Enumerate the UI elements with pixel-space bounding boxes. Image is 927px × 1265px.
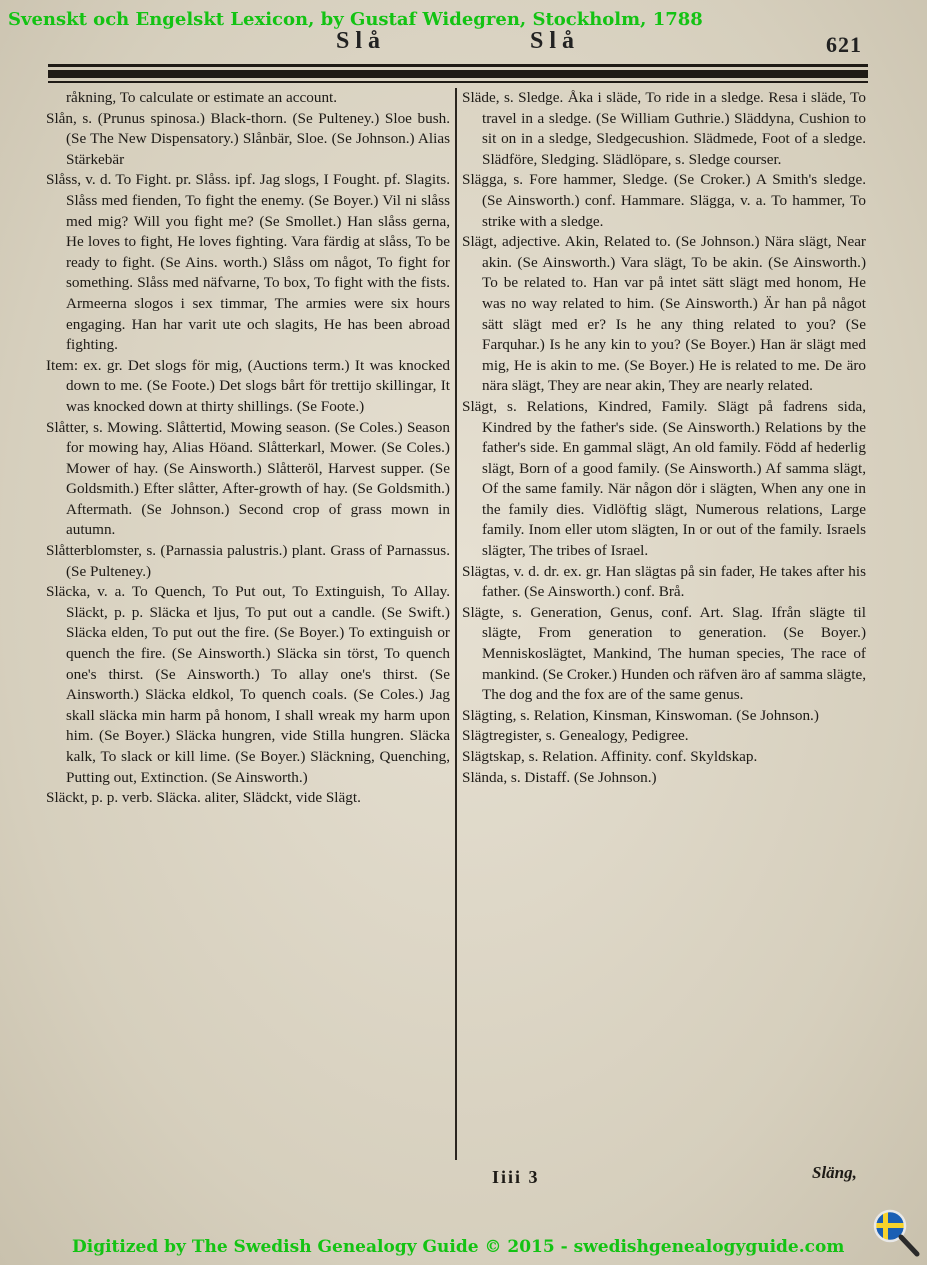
- dictionary-entry: Slägtregister, s. Genealogy, Pedigree.: [462, 727, 689, 745]
- header-rule-thin: [48, 64, 868, 67]
- right-column: [462, 88, 866, 788]
- dictionary-entry: Släckt, p. p. verb. Släcka. aliter, Slädckt, vide Slägt.: [46, 789, 361, 807]
- running-head-right: Slå: [530, 28, 581, 54]
- dictionary-entry: Slägtskap, s. Relation. Affinity. conf. Skyldskap.: [462, 748, 758, 765]
- dictionary-entry: Slägga, s. Fore hammer, Sledge. (Se Croker.) A Smith's sledge. (Se Ainsworth.) conf. Hammare. Slägga, v. a. To hammer, To strike with a sledge.: [462, 171, 866, 230]
- dictionary-entry: råkning, To calculate or estimate an account.: [66, 89, 338, 106]
- header-rule-thin-lower: [48, 81, 868, 83]
- dictionary-entry: Slägting, s. Relation, Kinsman, Kinswoman. (Se Johnson.): [462, 706, 819, 724]
- dictionary-entry: Slåtterblomster, s. (Parnassia palustris.) plant. Grass of Parnassus. (Se Pulteney.): [46, 542, 450, 580]
- dictionary-entry: Slåtter, s. Mowing. Slåttertid, Mowing season. (Se Coles.) Season for mowing hay, Alias Höand. Slåtterkarl, Mower. (Se Coles.) Mower of hay. (Se Ainsworth.) Slåtteröl, Harvest supper. (Se Goldsmith.) Efter slåtter, After-growth of hay. (Se Goldsmith.) Aftermath. (Se Johnson.) Second crop of grass mown in autumn.: [46, 418, 450, 539]
- dictionary-entry: Slägt, s. Relations, Kindred, Family. Slägt på fadrens sida, Kindred by the father's side. (Se Ainsworth.) Relations by the father's side. En gammal slägt, An old family. Född af hederlig slägt, Born of a good family. (Se Ainsworth.) Af samma slägt, Of the same family. När någon dör i slägten, When any one in the family dies. Vidlöftig slägt, Numerous relations, Large family. Inom eller utom slägten, In or out of the family. Israels slägter, The tribes of Israel.: [462, 397, 866, 560]
- running-head: [0, 28, 927, 58]
- left-column: [46, 88, 450, 809]
- watermark-title: Svenskt och Engelskt Lexicon, by Gustaf Widegren, Stockholm, 1788: [8, 9, 703, 30]
- dictionary-entry: Slån, s. (Prunus spinosa.) Black-thorn. (Se Pulteney.) Sloe bush. (Se The New Dispensatory.) Slånbär, Sloe. (Se Johnson.) Alias Stärkebär: [46, 109, 450, 168]
- dictionary-entry: Slägt, adjective. Akin, Related to. (Se Johnson.) Nära slägt, Near akin. (Se Ainsworth.) Vara slägt, To be akin. (Se Ainsworth.) To be related to. Han var på intet sätt slägt med honom, He was no way related to him. (Se Ainsworth.) Är han på något sätt slägt med er? Is he any thing related to you? (Se Farquhar.) Is he any kin to you? (Se Boyer.) Han är slägt med mig, He is akin to me. (Se Boyer.) He is related to me. De äro nära slägt, They are near akin, They are nearly related.: [462, 233, 866, 395]
- header-rule-thick: [48, 70, 868, 78]
- dictionary-entry: Slägte, s. Generation, Genus, conf. Art. Slag. Ifrån slägte til slägte, From generation to generation. (Se Boyer.) Menniskoslägtet, Mankind, The human species, The race of mankind. (Se Croker.) Hunden och räfven äro af samma slägte, The dog and the fox are of the same genus.: [462, 603, 866, 704]
- column-divider: [455, 88, 457, 1160]
- digitized-footer: Digitized by The Swedish Genealogy Guide © 2015 - swedishgenealogyguide.com: [72, 1237, 845, 1257]
- page-number: 621: [826, 32, 862, 57]
- dictionary-entry: Slända, s. Distaff. (Se Johnson.): [462, 768, 657, 786]
- catchword: Släng,: [812, 1163, 857, 1182]
- dictionary-entry: Slåss, v. d. To Fight. pr. Slåss. ipf. Jag slogs, I Fought. pf. Slagits. Slåss med fienden, To fight the enemy. (Se Boyer.) Vil ni slåss med mig? Will you fight me? (Se Smollet.) Han slåss gerna, He loves to fight, He loves fighting. Vara färdig at slåss, To be ready to fight. (Se Ains. worth.) Slåss om något, To fight for something. Slåss med näfvarne, To box, To fight with the fists. Armeerna slogos i sex timmar, The armies were six hours engaging. Han har varit ute och slagits, He has been abroad fighting.: [46, 171, 450, 354]
- printer-signature: Iiii 3: [492, 1167, 540, 1187]
- dictionary-entry: Släde, s. Sledge. Åka i släde, To ride in a sledge. Resa i släde, To travel in a sledge. (Se William Guthrie.) Släddyna, Cushion to sit on in a sledge, Sledgecushion. Slädmede, Foot of a sledge. Slädföre, Sledging. Slädlöpare, s. Sledge courser.: [462, 89, 866, 168]
- running-head-left: Slå: [336, 28, 387, 54]
- dictionary-entry: Släcka, v. a. To Quench, To Put out, To Extinguish, To Allay. Släckt, p. p. Släcka et ljus, To put out a candle. (Se Swift.) Släcka elden, To put out the fire. (Se Boyer.) To extinguish or quench the fire. (Se Ainsworth.) Släcka sin törst, To quench one's thirst. (Se Ainsworth.) To allay one's thirst. (Se Ainsworth.) Släcka eldkol, To quench coals. (Se Coles.) Jag skall släcka min harm på honom, I shall wreak my harm upon him. (Se Boyer.) Släcka hungren, vide Stilla hungren. Släcka kalk, To slack or kill lime. (Se Boyer.) Släckning, Quenching, Putting out, Extinction. (Se Ainsworth.): [46, 583, 450, 786]
- dictionary-entry: Slägtas, v. d. dr. ex. gr. Han slägtas på sin fader, He takes after his father. (Se Ainsworth.) conf. Brå.: [462, 562, 866, 601]
- swedish-flag-magnifier-icon: [870, 1208, 922, 1260]
- dictionary-entry: Item: ex. gr. Det slogs för mig, (Auctions term.) It was knocked down to me. (Se Foote.) Det slogs bårt för trettijo skillingar, It was knocked down at thirty shillings. (Se Foote.): [46, 356, 450, 415]
